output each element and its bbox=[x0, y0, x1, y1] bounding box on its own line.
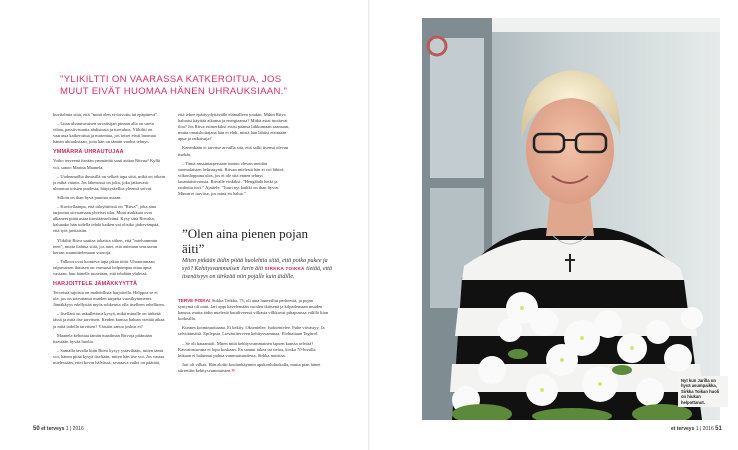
photo-caption: Nyt kun Jarilla on hyvä asumpaikka, Sirkka Toikan huoli on hiukan helpottanut. bbox=[678, 376, 728, 407]
feature-standfirst bbox=[182, 257, 332, 281]
pull-quote: "YLIKILTTI ON VAARASSA KATKEROITUA, JOS MUUT EIVÄT HUOMAA HÄNEN UHRAUKSIAAN." bbox=[60, 74, 288, 97]
article-column-2 bbox=[178, 112, 290, 200]
portrait-photo bbox=[422, 18, 720, 420]
paragraph: Ylikiltti Ritva saattaa tokaista siihen, että ”mieluummin teen”, mutta ilahtua siitä, jos näet, että autetaan seuraavan kerran suunnittelemaan vuoroja. bbox=[53, 237, 158, 255]
paragraph: – Itselläni on uskallettava kysyä, mikä minulle on tärkeää tässä ja mitä itse tarvitsen. Keiden kanssa haluan viettää aikaa ja mitä todella tarvitsen? Väistön sanoa joskus ei? bbox=[53, 311, 165, 329]
paragraph: Kenenkään ei tarvitse arvailla sitä, että sallii itsensä olevan itsekäs. bbox=[178, 145, 289, 157]
window-pane bbox=[430, 38, 484, 178]
paragraph: – Kuvitellaanpa, että taloyhtiössä on ”Ritva”, joka aina tarjoutuu siivoamaan yhteiset tilat. Muut asukkaat ovat alkaneet pitää asiaa itsestäänselvänä. Kysy sinä Ritvalta, haluaako hän todella tehdä kaiken vai olisiko järkevämpää, että työt jaettaisiin. bbox=[53, 204, 160, 234]
section-heading: HARJOITTELE JÄMÄKKYYTTÄ bbox=[53, 281, 138, 288]
paragraph: – Tämä ansaintatperiaate tuntuu olevan meidän suomalaisten helmasynti. Ritvan mielestä hän ei voi lähteä viikonloppuna ulos, jos ei ole sitä ennen tehnyt lauantaisiivousta. Ritvalle vinkiksi: ”Hengähdä hetki ja rauhoitu tuvi.” Ajattele: ”Juuri nyt kaikki on ihan hyvin. Minun ei tarvitse, jos minä en halua.” bbox=[178, 160, 284, 197]
paragraph-text: Jari oli vilkas. Hän aloitti koulunkäynnin apukoululuokalla, mutta pian hänet siirrettiin kehitysvammaisten bbox=[178, 361, 321, 373]
issue-number: 1 | 2016 bbox=[695, 426, 714, 432]
paragraph: – Samalla tavalla kuin Ritva kysyy ystäviltään, miten tämä voi, hänen pitää kysyä itseltään, miten hän itse voi. Jos vastaa mielessään, ettei kovin hälvässä, seuraava vaihe on päättää, bbox=[53, 347, 165, 365]
continue-arrow-icon: » bbox=[231, 367, 235, 374]
paragraph bbox=[178, 362, 328, 374]
feature-headline: ”Olen aina pienen pojan äiti” bbox=[182, 226, 308, 256]
paragraph-text: Sirkka Toikka, 75, oli aina haaveillut perheestä, ja pojan syntymä oli onni. Jari oppi kävelemään vuoden ikäisenä ja kilpailemaan muiden kanssa, mutta äidin mielestä kuraliveessä vilkasta vilkkuvat pihapuussa välillä liian korkealla. bbox=[178, 298, 328, 322]
standfirst-name: SIRKKA TOIKKA bbox=[264, 266, 305, 271]
paragraph: Voiko terveenä itseään ymmärtää saati auttaa Ritvaa? Kyllä voi, sanoo Marina Maanela. bbox=[53, 158, 160, 170]
lead-in: TERVE POIKA! bbox=[178, 298, 211, 303]
paragraph: Maanela kehottaa tämän maailman Ritvoja pitämään itsestään hyvää huolta. bbox=[53, 332, 152, 344]
magazine-name: et terveys bbox=[671, 426, 695, 432]
magazine-name: et terveys bbox=[41, 426, 65, 432]
paragraph: – Talkoot ovat luonteva tapa jakaa töitä. Uhrautumaan taipuvaisen ihmisen on varmasti helpompaa ottaa apua vastaan, kun hänelle tuotetaan, että tehdään yhdessä. bbox=[53, 258, 155, 276]
standfirst-text: Miten pitkään äidin pitää huolehtia siitä, että poika pukee ja syö? Kehitysvammaisen Jarin äiti bbox=[182, 258, 328, 272]
paragraph: – Se oli kaiaantolt. Miten mitä kehitysvammainen lapsen kanssa selviää? Kasvatustavana ei lopu koskaan. En saanut tukea tai tietoa, koska 70-luvulla kukaan ei halunnut puhua vammaisuudesta, Sirkka muistaa. bbox=[178, 340, 316, 358]
paragraph: Kunnes koiminuotiaana. Ei kekity. Oksentelee. Isoksentelee. Puhe viivästyy. Ja selvittämättä. Epilepsia. Lievästiterveen kehitysvammaa. Elohtaitaan Tegitrol. bbox=[178, 325, 325, 337]
article-column-1 bbox=[53, 112, 165, 369]
paragraph: kuvitelmia siitä, että ”minä olen ei-toivottu tai epäpätevä”. bbox=[53, 112, 159, 117]
issue-number: 1 | 2016 bbox=[65, 426, 84, 432]
section-heading: YMMÄRRÄ UHRAUTUJAA bbox=[53, 149, 124, 156]
feature-body bbox=[178, 298, 328, 377]
portrait-illustration bbox=[422, 18, 720, 420]
page-number: 50 bbox=[33, 426, 40, 432]
folio-left bbox=[33, 426, 84, 432]
ceiling-band bbox=[492, 18, 720, 32]
paragraph: – Uudenmallia ihmisillä on selkeä tapa siitä, mikä on oikein ja mikä väärin. Jos läheisissä on joku, joka jatkuvasti uhrautuu toisten puolesta, hätytyskelloa yleensä soivat. bbox=[53, 173, 165, 191]
paragraph: että tekee epäityydyttävälle elämälleen jotakin. Mihin Ritva haluaisi käyttää aikansa ja energiaansa? Mitkä asiat tuottavat iloa? Jos Ritva esimerkiksi etsisi päänsä liikkumaan saamaan, mutta omaishoitajana hän ei ehdi, mistä hän lähtisi etsimään apua ja ratkaisuja? bbox=[178, 112, 290, 142]
folio-right bbox=[671, 426, 722, 432]
paragraph: Terveistä rajoista on mahdollista harjoitella. Helppoa se ei ole, jos on toteuttanut muiden tarpeita vuosikymmenet. Jämäkkyys edellyttää myös rohkeutta olla itselleen rehellinen. bbox=[53, 290, 165, 308]
paragraph bbox=[178, 298, 328, 322]
page-gutter bbox=[368, 0, 370, 450]
page-number: 51 bbox=[715, 426, 722, 432]
standfirst-text: tietää, että itsenäisyys on tärkeää niin pojalle kuin äidille. bbox=[182, 266, 332, 280]
paragraph: – Liian uhrautuvaisen suvaitsijan pinnan alla on usein vihaa, passiivisuutta ahdistusta ja itsetuhoa. Ylikiltti on vaarassa katkeroitua ja masentua, jos toiset eivät huomaa hänen uhrauksiaan, joita hän on tämän vuoksi tehnyt. bbox=[53, 121, 156, 145]
face bbox=[526, 96, 614, 204]
paragraph: Silloin on ihan hyvä puuttua asiaan. bbox=[57, 194, 122, 200]
